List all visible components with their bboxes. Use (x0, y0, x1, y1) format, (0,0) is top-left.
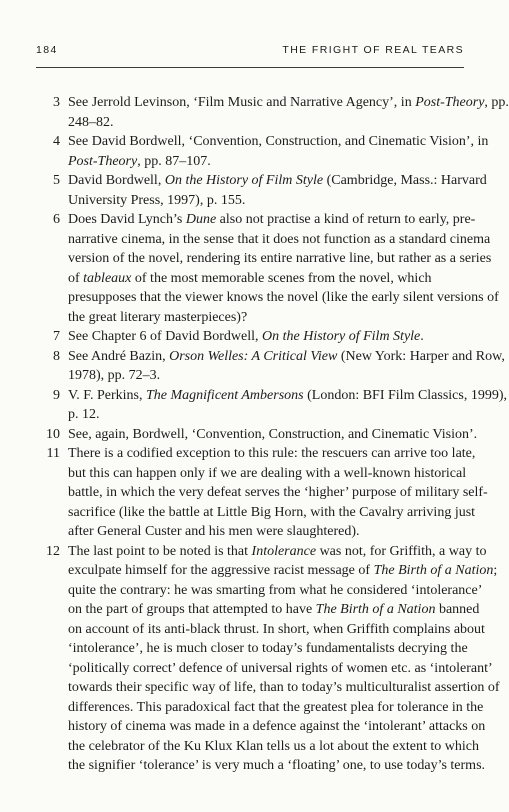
endnote-line: the celebrator of the Ku Klux Klan tells us a lot about the extent to which (68, 738, 479, 754)
endnotes-list (46, 93, 509, 776)
endnote-line: David Bordwell, On the History of Film Style (Cambridge, Mass.: Harvard (68, 173, 487, 188)
running-title: THE FRIGHT OF REAL TEARS (282, 44, 464, 56)
endnote-line: Post-Theory, pp. 87–107. (68, 153, 211, 169)
endnote-9 (46, 386, 508, 425)
endnote-line: See, again, Bordwell, ‘Convention, Construction, and Cinematic Vision’. (68, 426, 478, 442)
endnote-4 (46, 132, 489, 171)
endnote-line: ‘politically correct’ defence of universal rights of women etc. as ‘intolerant’ (68, 660, 493, 676)
endnote-line: See Chapter 6 of David Bordwell, On the History of Film Style. (68, 329, 424, 344)
endnote-line: ‘intolerance’, he is much closer to today’s fundamentalists decrying the (68, 641, 468, 656)
endnote-11 (46, 444, 488, 542)
endnote-number: 12 (46, 543, 60, 559)
endnote-line: See David Bordwell, ‘Convention, Construction, and Cinematic Vision’, in (68, 134, 489, 149)
endnote-line: Does David Lynch’s Dune also not practise a kind of return to early, pre- (68, 212, 476, 227)
endnote-line: the great literary masterpieces)? (68, 309, 248, 325)
endnote-number: 10 (46, 426, 60, 442)
endnote-line: exculpate himself for the aggressive racist message of The Birth of a Nation; (68, 563, 498, 578)
endnote-line: presupposes that the viewer knows the novel (like the early silent versions of (68, 290, 499, 305)
endnote-line: sacrifice (like the battle at Little Big Horn, with the Cavalry arriving just (68, 504, 476, 520)
endnote-line: The last point to be noted is that Intolerance was not, for Griffith, a way to (68, 543, 487, 559)
endnote-line: quite the contrary: he was smarting from what he considered ‘intolerance’ (68, 582, 483, 598)
endnote-line: on the part of groups that attempted to have The Birth of a Nation banned (68, 602, 480, 617)
endnote-line: There is a codified exception to this rule: the rescuers can arrive too late, (68, 446, 476, 461)
endnote-line: p. 12. (68, 407, 100, 422)
endnote-7 (46, 327, 458, 347)
endnote-line: of tableaux of the most memorable scenes from the novel, which (68, 270, 432, 286)
endnote-line: towards their specific way of life, than to today’s multiculturalist assertion of (68, 680, 500, 695)
endnote-5 (46, 171, 487, 210)
endnote-number: 5 (53, 173, 60, 188)
endnote-line: differences. This paradoxical fact that the greatest plea for tolerance in the (68, 699, 484, 715)
endnote-line: narrative cinema, in the sense that it does not function as a standard cinema (68, 231, 491, 247)
endnote-number: 3 (53, 95, 60, 110)
endnote-line: battle, in which the very defeat serves the ‘higher’ purpose of military self- (68, 485, 488, 500)
endnote-line: V. F. Perkins, The Magnificent Ambersons (London: BFI Film Classics, 1999), (68, 387, 508, 403)
endnote-line: 248–82. (68, 114, 114, 130)
endnote-6 (46, 210, 499, 327)
endnote-12 (46, 542, 500, 776)
endnote-line: version of the novel, rendering its entire narrative line, but rather as a series (68, 251, 492, 266)
header-rule (36, 67, 464, 68)
endnote-line: University Press, 1997), p. 155. (68, 192, 246, 208)
endnote-number: 7 (53, 329, 60, 344)
running-header (36, 44, 464, 60)
endnote-number: 11 (46, 446, 60, 461)
endnote-line: See Jerrold Levinson, ‘Film Music and Narrative Agency’, in Post-Theory, pp. (68, 95, 509, 110)
endnote-number: 6 (53, 212, 60, 227)
endnote-line: 1978), pp. 72–3. (68, 368, 161, 383)
endnote-line: after General Custer and his men were slaughtered). (68, 524, 360, 539)
endnote-8 (46, 347, 505, 386)
endnote-line: but this can happen only if we are dealing with a well-known historical (68, 465, 467, 481)
page-number: 184 (36, 44, 58, 56)
endnote-10 (46, 425, 478, 445)
endnote-number: 8 (53, 348, 60, 364)
endnote-number: 9 (53, 387, 60, 403)
endnote-line: See André Bazin, Orson Welles: A Critical View (New York: Harper and Row, (68, 348, 505, 364)
endnote-number: 4 (53, 134, 60, 149)
endnote-line: history of cinema was made in a defence against the ‘intolerant’ attacks on (68, 719, 486, 734)
endnote-line: on account of its anti-black thrust. In short, when Griffith complains about (68, 621, 485, 637)
endnote-line: the signifier ‘tolerance’ is very much a ‘floating’ one, to use today’s terms. (68, 758, 486, 773)
endnote-3 (46, 93, 509, 132)
